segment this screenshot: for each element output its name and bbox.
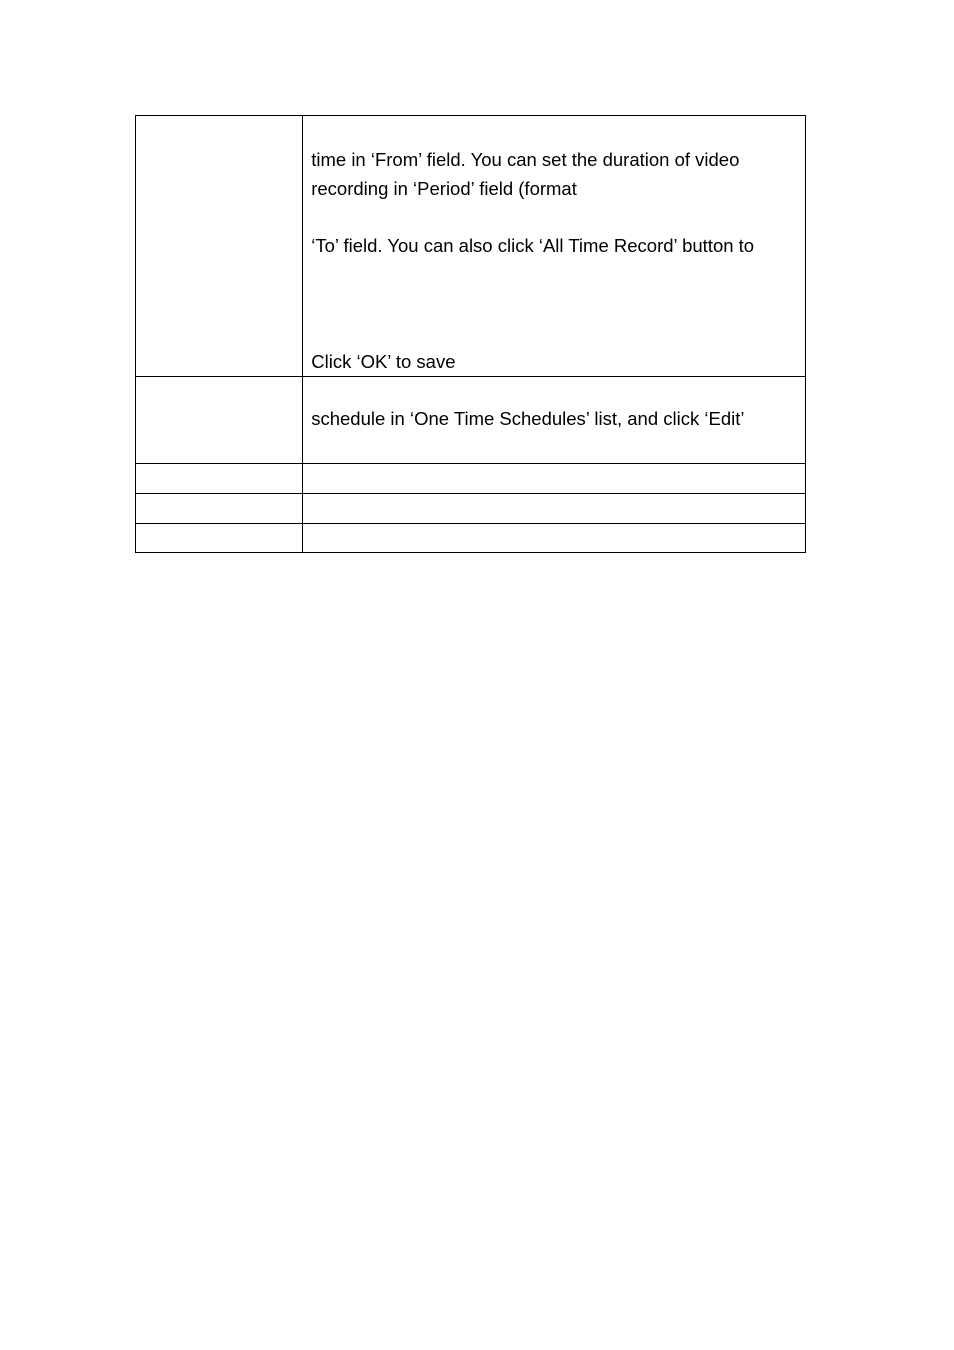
description-line: Click ‘OK’ to save xyxy=(311,351,456,372)
table-row xyxy=(136,524,806,553)
description-line: schedule in ‘One Time Schedules’ list, and click ‘Edit’ xyxy=(311,408,745,429)
settings-table xyxy=(135,115,806,553)
table-cell-label xyxy=(136,377,303,464)
description-line: ‘To’ field. You can also click ‘All Time Record’ button to xyxy=(311,235,755,256)
table-cell-description xyxy=(303,116,806,377)
description-line: time in ‘From’ field. You can set the duration of video xyxy=(311,149,740,170)
table-cell-description xyxy=(303,524,806,553)
table-cell-description xyxy=(303,377,806,464)
table-cell-label xyxy=(136,494,303,524)
table-cell-description xyxy=(303,464,806,494)
table-cell-description xyxy=(303,494,806,524)
table-cell-label xyxy=(136,524,303,553)
table-row xyxy=(136,116,806,377)
table-row xyxy=(136,494,806,524)
table-row xyxy=(136,377,806,464)
table-cell-label xyxy=(136,464,303,494)
table-cell-label xyxy=(136,116,303,377)
description-line: recording in ‘Period’ field (format xyxy=(311,178,577,199)
table-row xyxy=(136,464,806,494)
